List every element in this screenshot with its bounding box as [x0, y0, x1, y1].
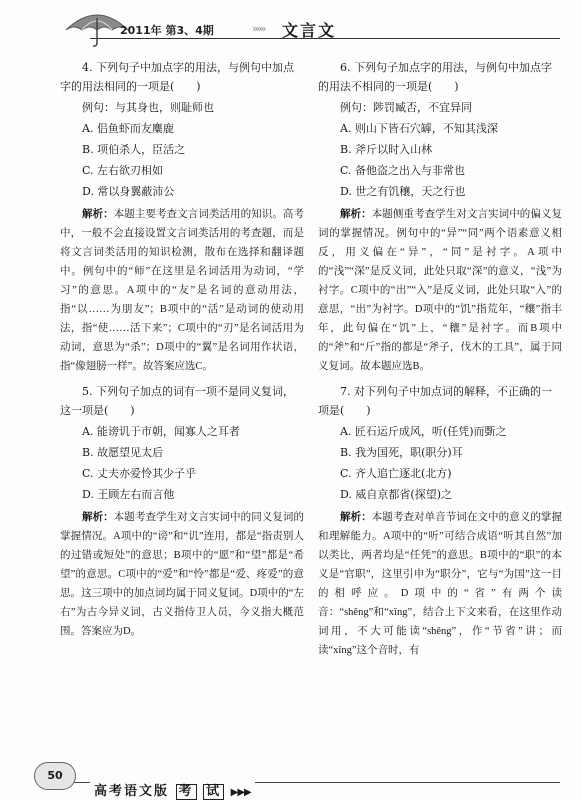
- option-a: A. 能谤讥于市朝，闻寡人之耳者: [82, 425, 240, 438]
- header-arrows-icon: »»»: [252, 24, 265, 35]
- analysis-label: 解析：: [82, 208, 114, 220]
- option-d: D. 世之有饥穰，天之行也: [340, 185, 466, 198]
- analysis: [318, 508, 562, 660]
- analysis: [60, 508, 304, 641]
- question-7: [318, 382, 562, 660]
- section-title: 文言文: [282, 21, 337, 40]
- footer-arrows-icon: ▶▶▶: [230, 787, 251, 798]
- analysis-label: 解析：: [340, 511, 372, 523]
- analysis-text: 本题主要考查文言词类活用的知识。高考中，一般不会直接设置文言词类活用的考查题，而是将文言词类活用的知识检测，散布在选择和翻译题中。例句中的“师”在这里是名词活用为动词，“学习”的意思。A项中的“友”是名词的意动用法，指“以……为朋友”；B项中的“活”是动词的使动用法，指“使……活下来”；C项中的“刃”是名词活用为动词，意思为“杀”；D项中的“翼”是名词用作状语，指“像翅膀一样”。故答案应选C。: [60, 209, 305, 372]
- question-stem: 5. 下列句子加点的词有一项不是同义复词，这一项是( ): [60, 385, 294, 417]
- analysis-text: 本题考查学生对文言实词中的同义复词的掌握情况。A项中的“谤”和“讥”连用，都是“指责别人的过错或短处”的意思；B项中的“愿”和“望”都是“希望”的意思。C项中的“爱”和“怜”都是“爱、疼爱”的意思。这三项中的加点词均属于同义复词。D项中的“左右”为古今异义词，古义指侍卫人员，今义指大概范围。答案应为D。: [60, 512, 305, 637]
- option-c: C. 左右欲刃相如: [82, 164, 164, 177]
- option-c: C. 丈夫亦爱怜其少子乎: [82, 467, 197, 480]
- question-4: [60, 58, 304, 376]
- left-column: [60, 58, 304, 647]
- page-header: [0, 0, 581, 44]
- question-stem: 4. 下列句子中加点字的用法，与例句中加点字的用法相同的一项是( ): [60, 61, 294, 93]
- option-d: D. 常以身翼蔽沛公: [82, 185, 175, 198]
- option-a: A. 侣鱼虾而友麋鹿: [82, 122, 174, 135]
- option-a: A. 匠石运斤成风，听(任凭)而斲之: [340, 425, 507, 438]
- option-a: A. 则山下皆石穴罅，不知其浅深: [340, 122, 498, 135]
- option-d: D. 王顾左右而言他: [82, 488, 175, 501]
- analysis-text: 本题侧重考查学生对文言实词中的偏义复词的掌握情况。例句中的“异”“同”两个语素意义相反，用义偏在“异”，“同”是衬字。A项中的“浅”“深”是反义词，此处只取“深”的意义，“浅”为衬字。C项中的“出”“入”是反义词，此处只取“入”的意思，“出”为衬字。D项中的“饥”指荒年，“穰”指丰年，此句偏在“饥”上，“穰”是衬字。而B项中的“斧”和“斤”指的都是“斧子，伐木的工具”，属于同义复词。故本题应选B。: [318, 209, 563, 372]
- brand-box-1: 考: [176, 784, 197, 800]
- footer-brand: [90, 780, 255, 800]
- question-5: [60, 382, 304, 641]
- question-example: 例句：陟罚臧否，不宜异同: [340, 101, 472, 114]
- page-number: 50: [34, 762, 76, 790]
- option-b: B. 我为国死，职(职分)耳: [340, 446, 463, 459]
- option-b: B. 故愿望见太后: [82, 446, 164, 459]
- analysis: [318, 205, 562, 376]
- question-example: 例句：与其身也，则耻师也: [82, 101, 214, 114]
- brand-box-2: 试: [203, 784, 224, 800]
- question-6: [318, 58, 562, 376]
- option-b: B. 斧斤以时入山林: [340, 143, 433, 156]
- analysis: [60, 205, 304, 376]
- brand-text: 高考语文版: [94, 784, 170, 799]
- option-b: B. 项伯杀人，臣活之: [82, 143, 186, 156]
- analysis-text: 本题考查对单音节词在文中的意义的掌握和理解能力。A项中的“听”可结合成语“听其自然”加以类比，两者均是“任凭”的意思。B项中的“职”的本义是“官职”，这里引申为“职分”，它与“为国”这一目的相呼应。D项中的“省”有两个读音：“shěng”和“xǐng”，结合上下文来看，在这里作动词用，不大可能读“shěng”，作“节省”讲；而读“xǐng”这个音时，有: [318, 512, 563, 656]
- question-stem: 6. 下列句子加点字的用法，与例句中加点字的用法不相同的一项是( ): [318, 61, 552, 93]
- analysis-label: 解析：: [82, 511, 114, 523]
- option-c: C. 齐人追亡逐北(北方): [340, 467, 452, 480]
- page-footer: [0, 760, 581, 800]
- option-d: D. 威自京都省(探望)之: [340, 488, 453, 501]
- issue-label: 2011年 第3、4期: [120, 24, 214, 37]
- option-c: C. 备他盗之出入与非常也: [340, 164, 466, 177]
- question-stem: 7. 对下列句子中加点词的解释，不正确的一项是( ): [318, 385, 552, 417]
- right-column: [318, 58, 562, 666]
- analysis-label: 解析：: [340, 208, 372, 220]
